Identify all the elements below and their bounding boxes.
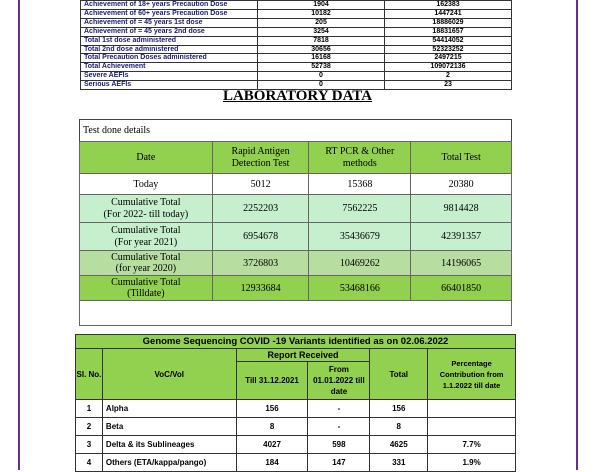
lab-total-value: 14196065 [411,251,512,276]
vaccination-row [81,63,512,72]
lab-rtpcr-value: 7562225 [309,195,411,223]
vaccination-row [81,27,512,36]
lab-caption-row [80,120,512,142]
vaccination-row [81,45,512,54]
genome-header-voc: VoC/VoI [102,349,236,400]
lab-date-line2: (Tilldate) [127,288,165,299]
genome-header-pct: Percentage Contribution from 1.1.2022 till date [428,349,516,400]
lab-row [80,223,512,251]
genome-from-value: - [308,418,370,436]
vaccination-day-value: 0 [258,81,385,90]
lab-total-value: 66401850 [411,276,512,301]
lab-row [80,276,512,301]
genome-header-till: Till 31.12.2021 [236,362,308,400]
vaccination-label: Achievement of = 45 years 2nd dose [81,27,258,36]
genome-total-value: 8 [370,418,428,436]
genome-total-value: 4625 [370,436,428,454]
lab-date-line2: (for year 2020) [115,263,177,274]
vaccination-row [81,54,512,63]
lab-total-value: 42391357 [411,223,512,251]
vaccination-day-value: 7818 [258,36,385,45]
vaccination-total-value: 1447241 [385,9,512,18]
lab-header-row [80,142,512,174]
vaccination-day-value: 16168 [258,54,385,63]
lab-rapid-value: 3726803 [212,251,309,276]
vaccination-total-value: 52323252 [385,45,512,54]
vaccination-label: Severe AEFIs [81,72,258,81]
lab-header-date: Date [80,142,213,174]
vaccination-total-value: 54414052 [385,36,512,45]
lab-date-line1: Cumulative Total [111,196,181,208]
laboratory-table [79,119,512,326]
vaccination-row [81,1,512,10]
lab-row [80,195,512,223]
lab-row [80,251,512,276]
laboratory-title: LABORATORY DATA [222,88,373,104]
vaccination-label: Serious AEFIs [81,81,258,90]
genome-pct-value: 7.7% [428,436,516,454]
lab-date-line2: (For year 2021) [114,236,178,248]
genome-variant-name: Alpha [102,400,236,418]
genome-row [76,400,516,418]
lab-header-rtpcr: RT PCR & Other methods [309,142,411,174]
genome-header-from: From 01.01.2022 till date [308,362,370,400]
genome-variant-name: Delta & its Sublineages [102,436,236,454]
genome-title-row [76,335,516,349]
lab-date-cell [80,223,213,251]
vaccination-day-value: 0 [258,72,385,81]
genome-pct-value [428,418,516,436]
lab-rtpcr-value: 10469262 [309,251,411,276]
lab-date-line1: Cumulative Total [111,252,181,263]
lab-header-rapid: Rapid Antigen Detection Test [212,142,309,174]
lab-date-line1: Cumulative Total [111,224,181,236]
genome-table [75,334,516,472]
genome-row [76,418,516,436]
genome-variant-name: Others (ETA/kappa/pango) [102,454,236,472]
lab-total-value: 20380 [411,174,512,195]
vaccination-row [81,72,512,81]
vaccination-total-value: 162383 [385,1,512,10]
vaccination-label: Total 2nd dose administered [81,45,258,54]
genome-row [76,436,516,454]
vaccination-day-value: 205 [258,18,385,27]
genome-title: Genome Sequencing COVID -19 Variants identified as on 02.06.2022 [76,335,516,349]
genome-sl: 2 [76,418,103,436]
genome-sl: 1 [76,400,103,418]
genome-till-value: 8 [236,418,308,436]
lab-date-line2: (For 2022- till today) [103,208,189,220]
vaccination-total-value: 2497215 [385,54,512,63]
vaccination-table [80,0,512,90]
genome-sl: 4 [76,454,103,472]
vaccination-day-value: 3254 [258,27,385,36]
lab-date-line1: Cumulative Total [111,277,181,288]
genome-total-value: 156 [370,400,428,418]
vaccination-label: Achievement of 60+ years Precaution Dose [81,9,258,18]
lab-rtpcr-value: 15368 [309,174,411,195]
genome-sl: 3 [76,436,103,454]
genome-from-value: 147 [308,454,370,472]
lab-date-line1: Today [133,178,159,190]
vaccination-total-value: 23 [385,81,512,90]
genome-header-total: Total [370,349,428,400]
vaccination-day-value: 1904 [258,1,385,10]
genome-header-row-1 [76,349,516,362]
genome-header-sl: Sl. No. [76,349,103,400]
genome-variant-name: Beta [102,418,236,436]
vaccination-day-value: 52738 [258,63,385,72]
lab-date-cell [80,174,213,195]
lab-rapid-value: 12933684 [212,276,309,301]
genome-pct-value: 1.9% [428,454,516,472]
vaccination-total-value: 2 [385,72,512,81]
lab-header-total: Total Test [411,142,512,174]
vaccination-total-value: 18831657 [385,27,512,36]
vaccination-day-value: 10182 [258,9,385,18]
genome-row [76,454,516,472]
lab-date-cell [80,251,213,276]
vaccination-row [81,36,512,45]
lab-caption: Test done details [83,125,151,136]
lab-row [80,174,512,195]
genome-pct-value [428,400,516,418]
genome-header-report: Report Received [236,349,370,362]
vaccination-row [81,9,512,18]
vaccination-day-value: 30656 [258,45,385,54]
lab-rtpcr-value: 35436679 [309,223,411,251]
lab-date-cell [80,276,213,301]
vaccination-total-value: 109072136 [385,63,512,72]
vaccination-label: Total 1st dose administered [81,36,258,45]
vaccination-total-value: 18886029 [385,18,512,27]
vaccination-label: Achievement of = 45 years 1st dose [81,18,258,27]
genome-total-value: 331 [370,454,428,472]
lab-date-cell [80,195,213,223]
lab-rtpcr-value: 53468166 [309,276,411,301]
vaccination-row [81,18,512,27]
lab-rapid-value: 2252203 [212,195,309,223]
vaccination-label: Achievement of 18+ years Precaution Dose [81,1,258,10]
vaccination-label: Total Precaution Doses administered [81,54,258,63]
lab-blank-row [80,301,512,326]
lab-rapid-value: 6954678 [212,223,309,251]
genome-till-value: 156 [236,400,308,418]
vaccination-label: Total Achievement [81,63,258,72]
genome-from-value: - [308,400,370,418]
genome-from-value: 598 [308,436,370,454]
genome-till-value: 184 [236,454,308,472]
genome-till-value: 4027 [236,436,308,454]
lab-total-value: 9814428 [411,195,512,223]
lab-rapid-value: 5012 [212,174,309,195]
